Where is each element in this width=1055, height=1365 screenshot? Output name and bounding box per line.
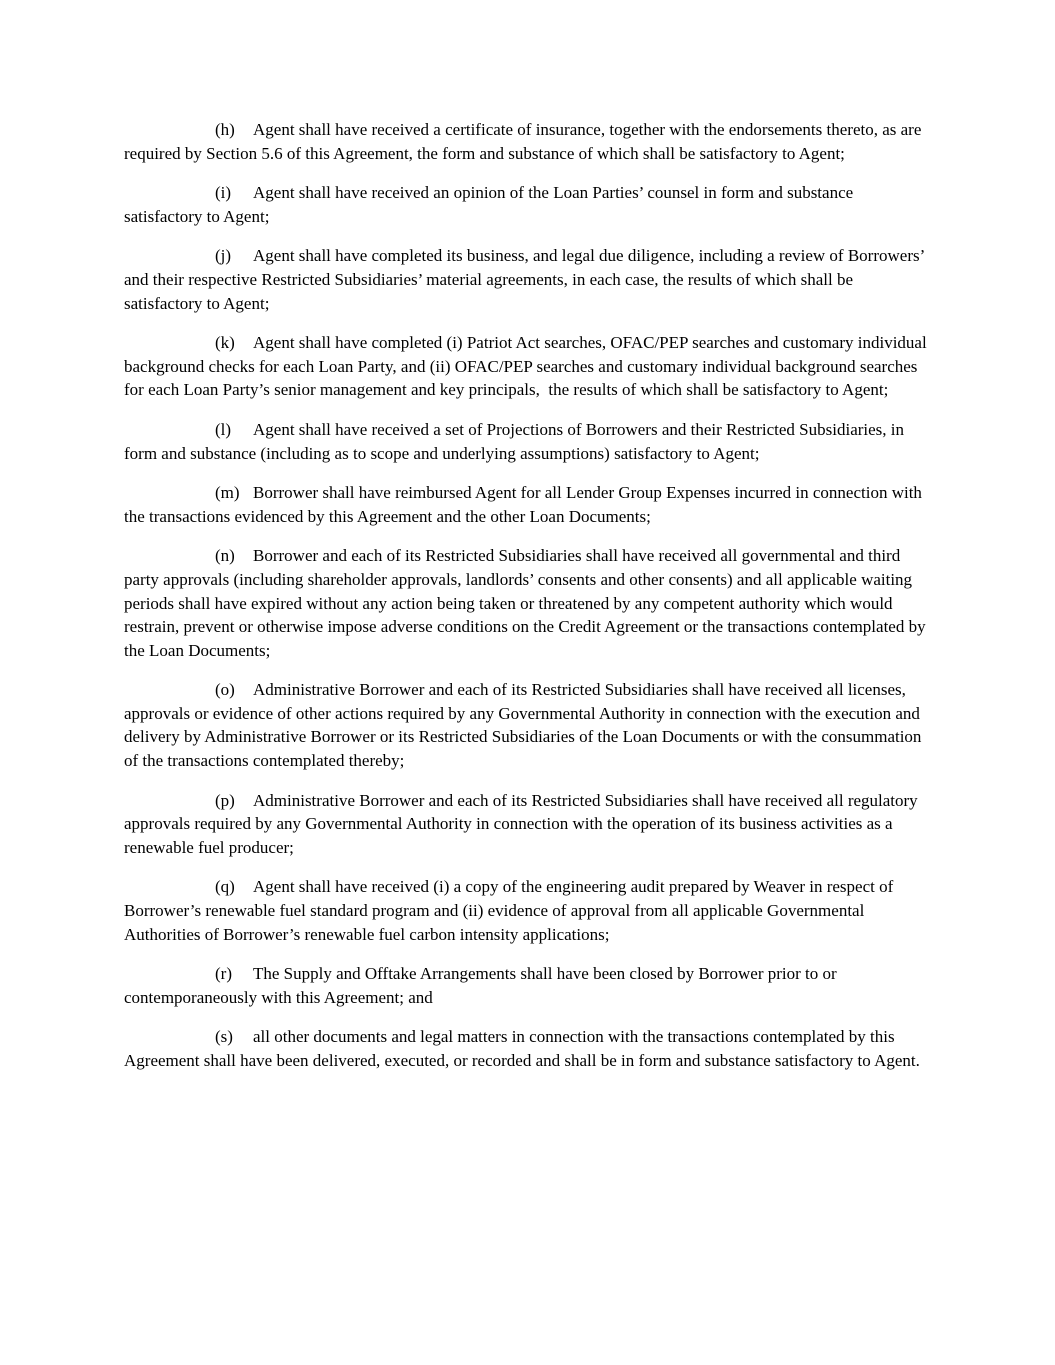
paragraph-l-text: Agent shall have received a set of Projections of Borrowers and their Restricted Subsidiaries, in form and substance (including as to scope and underlying assumptions) satisfactory to Agent; — [124, 419, 909, 463]
paragraph-n-text: Borrower and each of its Restricted Subsidiaries shall have received all governmental and third party approvals (including shareholder approvals, landlords’ consents and other consents) and all applicable waiting periods shall have expired without any action being taken or threatened by any competent authority which would restrain, prevent or otherwise impose adverse conditions on the Credit Agreement or the transactions contemplated by the Loan Documents; — [124, 546, 930, 660]
paragraph-p-text: Administrative Borrower and each of its Restricted Subsidiaries shall have received all regulatory approvals required by any Governmental Authority in connection with the operation of its business activities as a renewable fuel producer; — [124, 790, 922, 857]
paragraph-n — [124, 544, 930, 662]
paragraph-m — [124, 481, 930, 528]
paragraph-h-text: Agent shall have received a certificate of insurance, together with the endorsements thereto, as are required by Section 5.6 of this Agreement, the form and substance of which shall be satisfactory to Agent; — [124, 120, 926, 163]
paragraph-p — [124, 789, 930, 860]
paragraph-s-label: (s) — [215, 1027, 233, 1047]
paragraph-i-label: (i) — [215, 183, 232, 203]
paragraph-i-text: Agent shall have received an opinion of the Loan Parties’ counsel in form and substance satisfactory to Agent; — [124, 183, 858, 226]
paragraph-k — [124, 331, 930, 402]
paragraph-q — [124, 875, 930, 946]
paragraph-r-label: (r) — [215, 964, 232, 984]
paragraph-l-label: (l) — [215, 419, 232, 439]
paragraph-k-label: (k) — [215, 333, 235, 353]
paragraph-m-text: Borrower shall have reimbursed Agent for all Lender Group Expenses incurred in connection with the transactions evidenced by this Agreement and the other Loan Documents; — [124, 483, 927, 526]
paragraph-k-text: Agent shall have completed (i) Patriot Act searches, OFAC/PEP searches and customary individual background checks for each Loan Party, and (ii) OFAC/PEP searches and customary individual background searches for each Loan Party’s senior management and key principals, the results of which shall be satisfactory to Agent; — [124, 333, 931, 400]
paragraph-q-label: (q) — [215, 877, 235, 897]
paragraph-o-text: Administrative Borrower and each of its Restricted Subsidiaries shall have received all licenses, approvals or evidence of other actions required by any Governmental Authority in connection with the execution and delivery by Administrative Borrower or its Restricted Subsidiaries of the Loan Documents or with the consummation of the transactions contemplated thereby; — [124, 680, 926, 771]
paragraph-i — [124, 181, 930, 228]
paragraph-o — [124, 678, 930, 772]
paragraph-l — [124, 418, 930, 465]
paragraph-q-text: Agent shall have received (i) a copy of the engineering audit prepared by Weaver in respect of Borrower’s renewable fuel standard program and (ii) evidence of approval from all applicable Governmental Authorities of Borrower’s renewable fuel carbon intensity applications; — [124, 877, 898, 944]
paragraph-r-text: The Supply and Offtake Arrangements shall have been closed by Borrower prior to or contemporaneously with this Agreement; and — [124, 964, 841, 1007]
paragraph-h-label: (h) — [215, 120, 235, 139]
paragraph-p-label: (p) — [215, 790, 235, 810]
paragraph-j-label: (j) — [215, 246, 232, 266]
paragraph-j — [124, 244, 930, 315]
paragraph-h — [124, 118, 930, 165]
paragraph-s-text: all other documents and legal matters in connection with the transactions contemplated by this Agreement shall have been delivered, executed, or recorded and shall be in form and substance satisfactory to Agent. — [124, 1027, 920, 1070]
paragraph-o-label: (o) — [215, 680, 235, 700]
paragraph-j-text: Agent shall have completed its business, and legal due diligence, including a review of Borrowers’ and their respective Restricted Subsidiaries’ material agreements, in each case, the results of which shall be satisfactory to Agent; — [124, 246, 929, 313]
paragraph-m-label: (m) — [215, 483, 240, 503]
paragraph-r — [124, 962, 930, 1009]
paragraph-s — [124, 1025, 930, 1072]
paragraph-n-label: (n) — [215, 546, 235, 566]
